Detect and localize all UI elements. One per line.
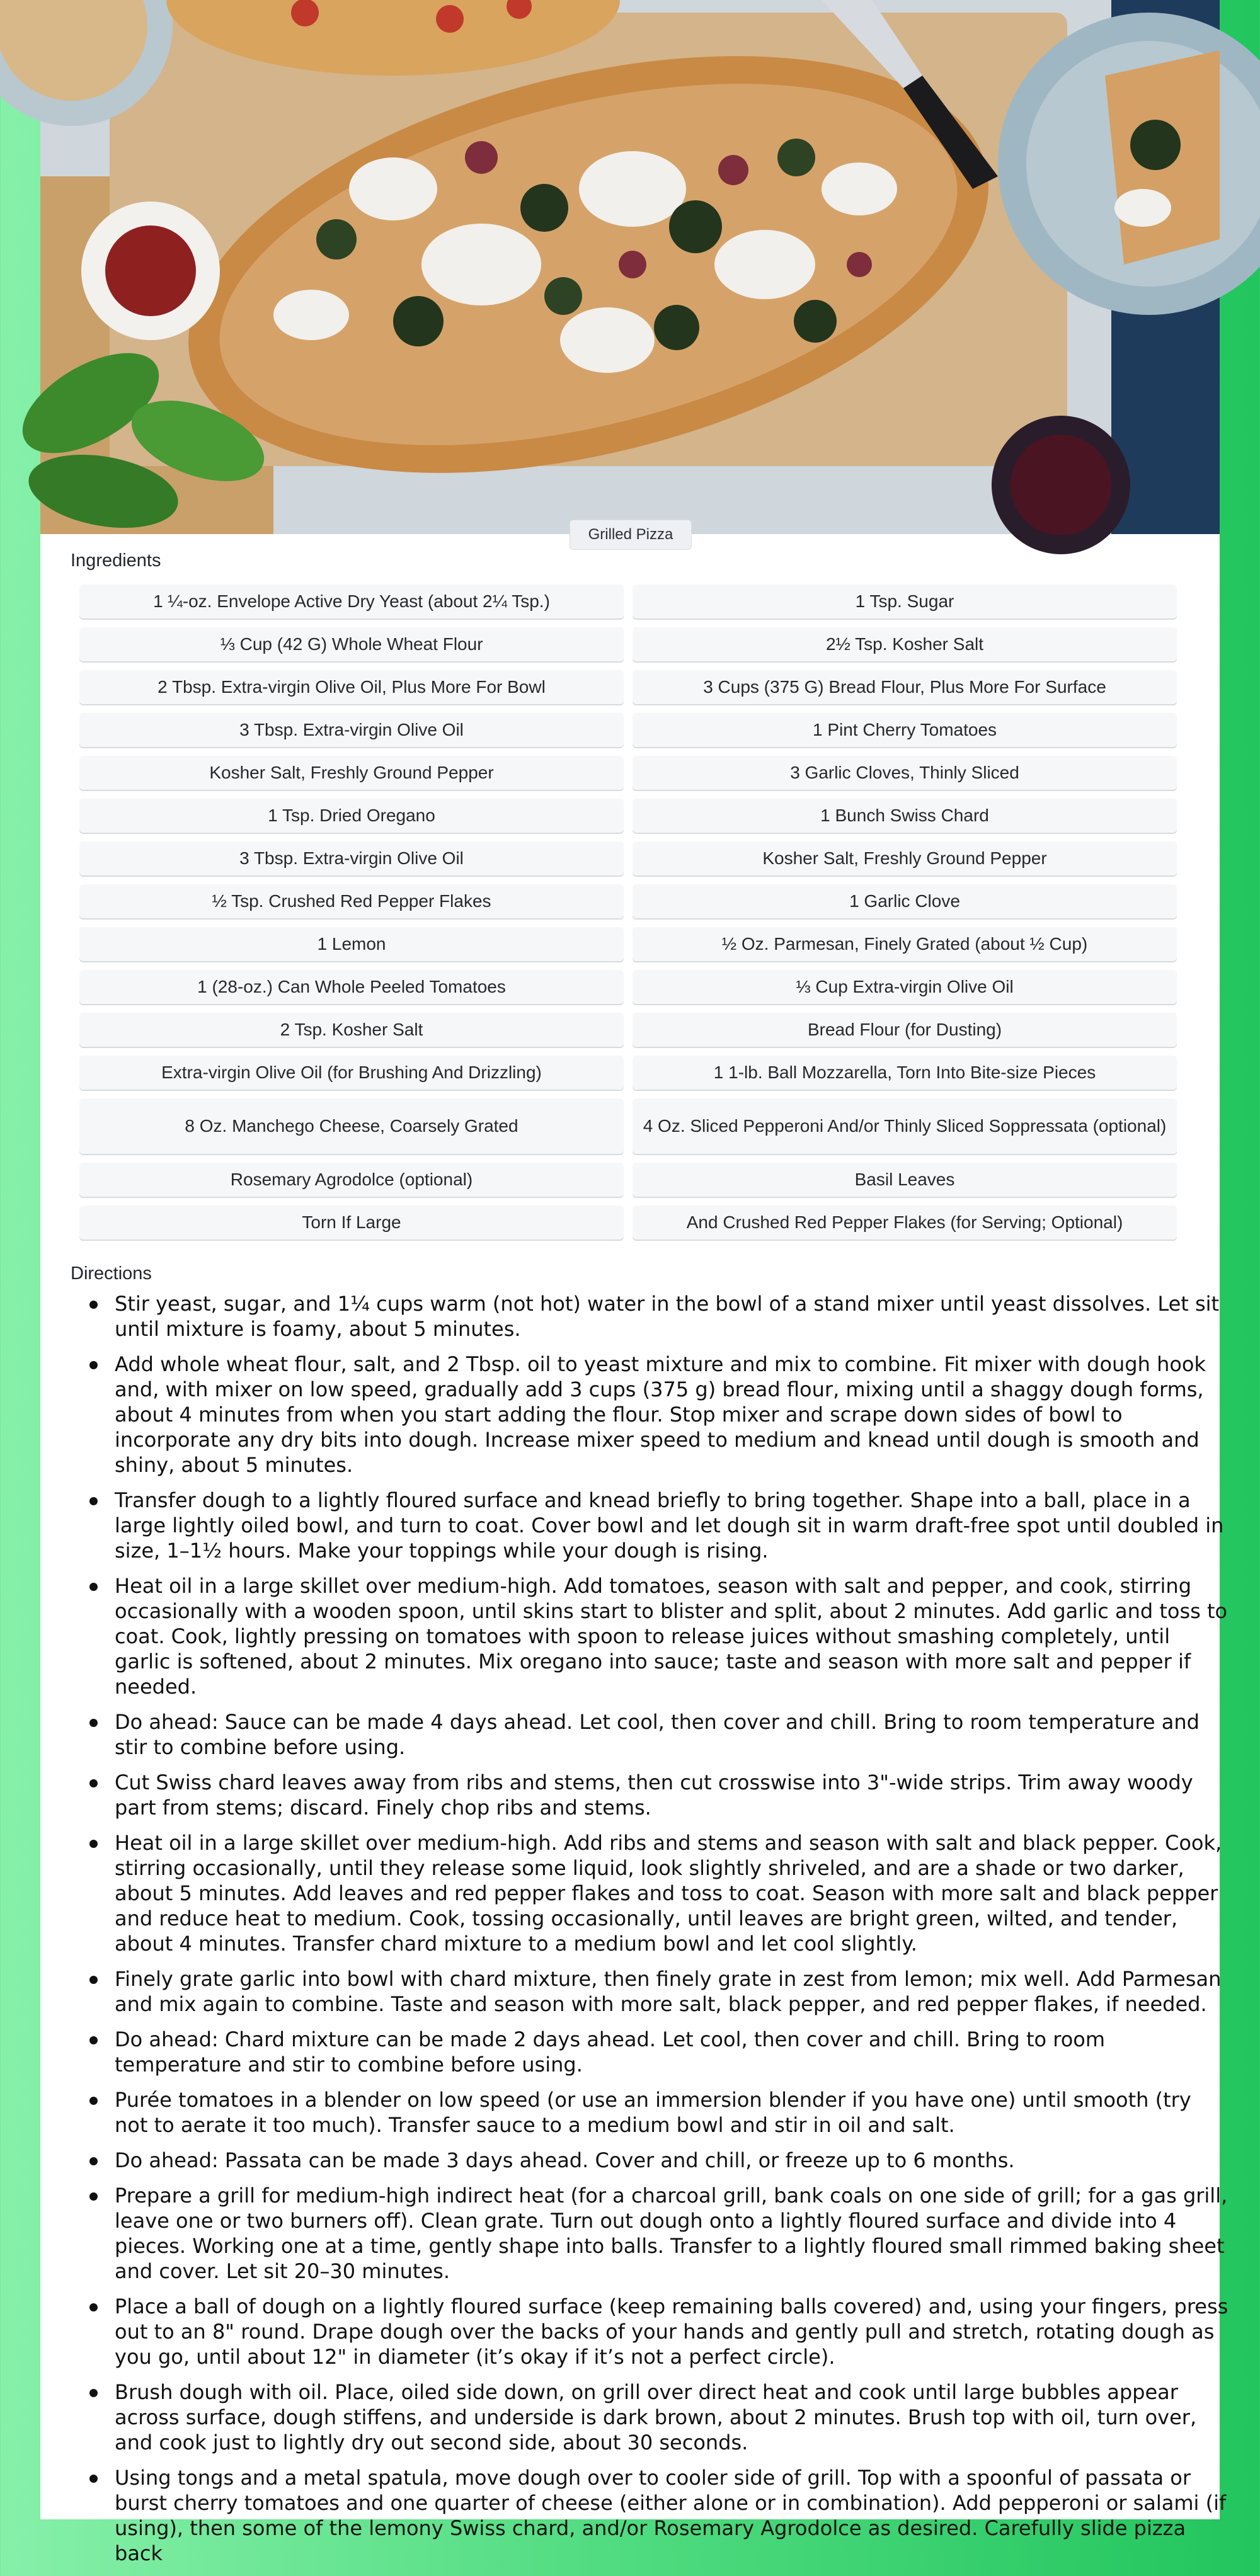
ingredient-item: 1 1-lb. Ball Mozzarella, Torn Into Bite-size Pieces: [633, 1056, 1177, 1090]
ingredient-item: 1 Garlic Clove: [633, 884, 1177, 918]
recipe-photo: [40, 0, 1220, 534]
direction-step: Place a ball of dough on a lightly floured surface (keep remaining balls covered) and, using your fingers, press out to an 8" round. Drape dough over the backs of your hands and gently pull and stretch, rotating dough as you go, until about 12" in diameter (it’s okay if it’s not a perfect circle).: [76, 2294, 1228, 2369]
ingredient-item: 1 Tsp. Dried Oregano: [79, 799, 624, 833]
image-caption: Grilled Pizza: [570, 520, 692, 550]
direction-step: Do ahead: Passata can be made 3 days ahead. Cover and chill, or freeze up to 6 months.: [76, 2148, 1228, 2173]
direction-step: Do ahead: Chard mixture can be made 2 days ahead. Let cool, then cover and chill. Bring to room temperature and stir to combine before using.: [76, 2027, 1228, 2077]
ingredient-item: And Crushed Red Pepper Flakes (for Serving; Optional): [633, 1205, 1177, 1240]
ingredient-item: 2 Tbsp. Extra-virgin Olive Oil, Plus More For Bowl: [79, 670, 624, 704]
ingredient-item: 1 Tsp. Sugar: [633, 584, 1177, 618]
ingredient-item: 3 Tbsp. Extra-virgin Olive Oil: [79, 713, 624, 747]
ingredient-item: Basil Leaves: [633, 1163, 1177, 1197]
direction-step: Prepare a grill for medium-high indirect heat (for a charcoal grill, bank coals on one side of grill; for a gas grill, leave one or two burners off). Clean grate. Turn out dough onto a lightly floured surface and divide into 4 pieces. Working one at a time, gently shape into balls. Transfer to a lightly floured small rimmed baking sheet and cover. Let sit 20–30 minutes.: [76, 2183, 1228, 2284]
grilled-pizza-image: [40, 0, 1220, 534]
ingredient-item: ⅓ Cup Extra-virgin Olive Oil: [633, 970, 1177, 1004]
direction-step: Brush dough with oil. Place, oiled side down, on grill over direct heat and cook until large bubbles appear across surface, dough stiffens, and underside is dark brown, about 2 minutes. Brush top with oil, turn over, and cook just to lightly dry out second side, about 30 seconds.: [76, 2379, 1228, 2455]
ingredient-item: 8 Oz. Manchego Cheese, Coarsely Grated: [79, 1098, 624, 1154]
ingredient-item: 1 Bunch Swiss Chard: [633, 799, 1177, 833]
direction-step: Add whole wheat flour, salt, and 2 Tbsp. oil to yeast mixture and mix to combine. Fit mixer with dough hook and, with mixer on low speed, gradually add 3 cups (375 g) bread flour, mixing until a shaggy dough forms, about 4 minutes from when you start adding the flour. Stop mixer and scrape down sides of bowl to incorporate any dry bits into dough. Increase mixer speed to medium and knead until dough is smooth and shiny, about 5 minutes.: [76, 1352, 1228, 1478]
ingredient-item: ⅓ Cup (42 G) Whole Wheat Flour: [79, 627, 624, 661]
direction-step: Heat oil in a large skillet over medium-high. Add ribs and stems and season with salt and black pepper. Cook, stirring occasionally, until they release some liquid, look slightly shriveled, and are a shade or two darker, about 5 minutes. Add leaves and red pepper flakes and toss to coat. Season with more salt and black pepper and reduce heat to medium. Cook, tossing occasionally, until leaves are bright green, wilted, and tender, about 4 minutes. Transfer chard mixture to a medium bowl and let cool slightly.: [76, 1830, 1228, 1956]
ingredient-item: Kosher Salt, Freshly Ground Pepper: [79, 756, 624, 790]
direction-step: Stir yeast, sugar, and 1¼ cups warm (not hot) water in the bowl of a stand mixer until yeast dissolves. Let sit until mixture is foamy, about 5 minutes.: [76, 1291, 1228, 1342]
direction-step: Finely grate garlic into bowl with chard mixture, then finely grate in zest from lemon; mix well. Add Parmesan and mix again to combine. Taste and season with more salt, black pepper, and red pepper flakes, if needed.: [76, 1966, 1228, 2017]
directions-list: [76, 1291, 1228, 2576]
direction-step: Heat oil in a large skillet over medium-high. Add tomatoes, season with salt and pepper, and cook, stirring occasionally with a wooden spoon, until skins start to blister and split, about 2 minutes. Add garlic and toss to coat. Cook, lightly pressing on tomatoes with spoon to release juices without smashing completely, until garlic is softened, about 2 minutes. Mix oregano into sauce; taste and season with more salt and pepper if needed.: [76, 1573, 1228, 1699]
ingredient-item: 3 Tbsp. Extra-virgin Olive Oil: [79, 841, 624, 875]
ingredient-item: 1 (28-oz.) Can Whole Peeled Tomatoes: [79, 970, 624, 1004]
ingredient-item: Extra-virgin Olive Oil (for Brushing And Drizzling): [79, 1056, 624, 1090]
ingredient-item: 4 Oz. Sliced Pepperoni And/or Thinly Sliced Soppressata (optional): [633, 1098, 1177, 1154]
direction-step: Using tongs and a metal spatula, move dough over to cooler side of grill. Top with a spoonful of passata or burst cherry tomatoes and one quarter of cheese (either alone or in combination). Add pepperoni or salami (if using), then some of the lemony Swiss chard, and/or Rosemary Agrodolce as desired. Carefully slide pizza back: [76, 2465, 1228, 2566]
recipe-card: [40, 0, 1228, 2565]
direction-step: Purée tomatoes in a blender on low speed (or use an immersion blender if you have one) until smooth (try not to aerate it too much). Transfer sauce to a medium bowl and stir in oil and salt.: [76, 2087, 1228, 2138]
ingredient-item: 1 Pint Cherry Tomatoes: [633, 713, 1177, 747]
ingredient-item: Kosher Salt, Freshly Ground Pepper: [633, 841, 1177, 875]
ingredient-item: 1 ¼-oz. Envelope Active Dry Yeast (about 2¼ Tsp.): [79, 584, 624, 618]
direction-step: Do ahead: Sauce can be made 4 days ahead. Let cool, then cover and chill. Bring to room temperature and stir to combine before using.: [76, 1709, 1228, 1760]
direction-step: Cut Swiss chard leaves away from ribs and stems, then cut crosswise into 3"-wide strips. Trim away woody part from stems; discard. Finely chop ribs and stems.: [76, 1770, 1228, 1820]
ingredient-item: Bread Flour (for Dusting): [633, 1013, 1177, 1047]
ingredient-item: 3 Garlic Cloves, Thinly Sliced: [633, 756, 1177, 790]
ingredient-item: Rosemary Agrodolce (optional): [79, 1163, 624, 1197]
ingredient-item: Torn If Large: [79, 1205, 624, 1240]
directions-heading: Directions: [71, 1263, 152, 1284]
ingredients-heading: Ingredients: [71, 550, 161, 571]
ingredient-item: 3 Cups (375 G) Bread Flour, Plus More For Surface: [633, 670, 1177, 704]
ingredients-list: [79, 584, 1177, 1240]
ingredient-item: ½ Oz. Parmesan, Finely Grated (about ½ Cup): [633, 927, 1177, 961]
ingredient-item: ½ Tsp. Crushed Red Pepper Flakes: [79, 884, 624, 918]
ingredient-item: 2 Tsp. Kosher Salt: [79, 1013, 624, 1047]
ingredient-item: 2½ Tsp. Kosher Salt: [633, 627, 1177, 661]
ingredient-item: 1 Lemon: [79, 927, 624, 961]
direction-step: Transfer dough to a lightly floured surface and knead briefly to bring together. Shape into a ball, place in a large lightly oiled bowl, and turn to coat. Cover bowl and let dough sit in warm draft-free spot until doubled in size, 1–1½ hours. Make your toppings while your dough is rising.: [76, 1488, 1228, 1563]
